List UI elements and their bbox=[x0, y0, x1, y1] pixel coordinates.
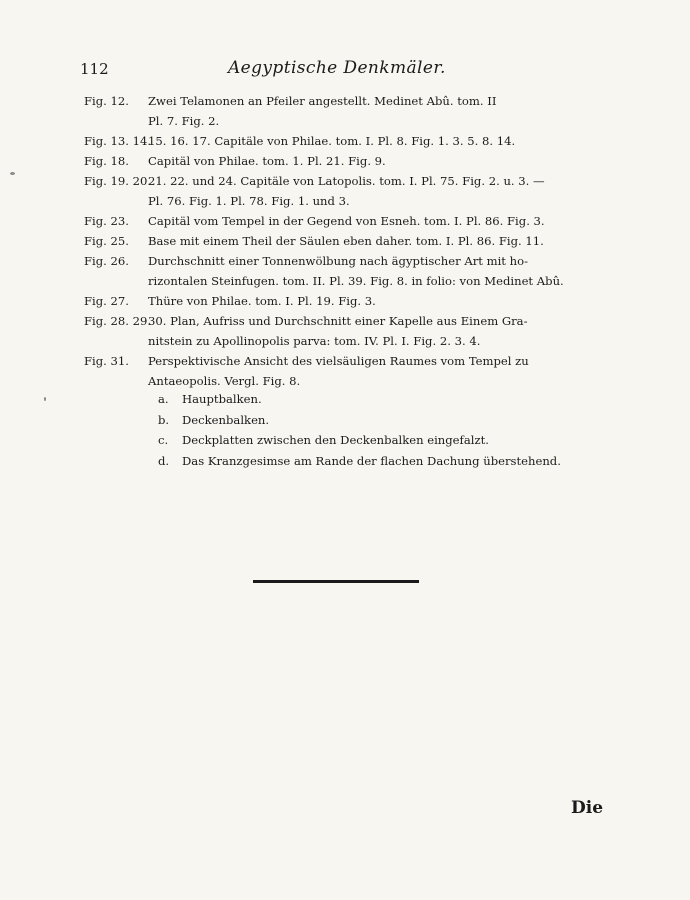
figure-label: Fig. 12. bbox=[84, 94, 129, 108]
figure-description: 15. 16. 17. Capitäle von Philae. tom. I. Pl. 8. Fig. 1. 3. 5. 8. 14. bbox=[148, 134, 516, 148]
figure-description: 21. 22. und 24. Capitäle von Latopolis. tom. I. Pl. 75. Fig. 2. u. 3. — Pl. 76. Fig. 1. Pl. 78. Fig. 1. und 3. bbox=[148, 174, 545, 208]
figure-entry bbox=[84, 351, 604, 391]
figure-description: Base mit einem Theil der Säulen eben daher. tom. I. Pl. 86. Fig. 11. bbox=[148, 234, 544, 248]
figure-entry bbox=[84, 251, 604, 291]
legend-key: b. bbox=[158, 412, 170, 427]
legend-item bbox=[158, 389, 618, 410]
legend-item bbox=[158, 451, 618, 472]
figure-label: Fig. 28. 29. bbox=[84, 314, 152, 328]
figure-entry bbox=[84, 91, 604, 131]
figure-description: 30. Plan, Aufriss und Durchschnitt einer Kapelle aus Einem Gra- nitstein zu Apollinopolis parva: tom. IV. Pl. I. Fig. 2. 3. 4. bbox=[148, 314, 528, 348]
figure-description: Durchschnitt einer Tonnenwölbung nach ägyptischer Art mit ho- rizontalen Steinfugen. tom. II. Pl. 39. Fig. 8. in folio: von Medinet Abû. bbox=[148, 254, 564, 288]
figure-label: Fig. 27. bbox=[84, 294, 129, 308]
figure-label: Fig. 13. 14. bbox=[84, 134, 152, 148]
figure-entry bbox=[84, 231, 604, 251]
figure-entry bbox=[84, 171, 604, 211]
legend-key: a. bbox=[158, 392, 169, 406]
figure-entry bbox=[84, 311, 604, 351]
section-divider bbox=[253, 580, 419, 583]
legend-text: Das Kranzgesimse am Rande der flachen Dachung überstehend. bbox=[182, 453, 561, 468]
figure-description: Zwei Telamonen an Pfeiler angestellt. Medinet Abû. tom. II Pl. 7. Fig. 2. bbox=[148, 94, 497, 128]
figure-label: Fig. 26. bbox=[84, 254, 129, 268]
legend-text: Hauptbalken. bbox=[182, 392, 262, 406]
figure-description: Thüre von Philae. tom. I. Pl. 19. Fig. 3. bbox=[148, 294, 376, 308]
figure-entries bbox=[84, 91, 604, 391]
figure-description: Perspektivische Ansicht des vielsäuligen Raumes vom Tempel zu Antaeopolis. Vergl. Fig. 8. bbox=[148, 354, 529, 388]
legend-text: Deckplatten zwischen den Deckenbalken eingefalzt. bbox=[182, 433, 489, 447]
margin-speck bbox=[44, 397, 46, 401]
figure-label: Fig. 31. bbox=[84, 354, 129, 368]
catchword: Die bbox=[571, 798, 604, 818]
legend-text: Deckenbalken. bbox=[182, 412, 270, 427]
figure-entry bbox=[84, 291, 604, 311]
page-header bbox=[0, 58, 690, 84]
figure-label: Fig. 18. bbox=[84, 154, 129, 168]
figure-entry bbox=[84, 151, 604, 171]
legend-key: d. bbox=[158, 453, 170, 468]
margin-speck bbox=[10, 172, 15, 175]
figure-description: Capitäl von Philae. tom. 1. Pl. 21. Fig. 9. bbox=[148, 154, 386, 168]
figure-description: Capitäl vom Tempel in der Gegend von Esneh. tom. I. Pl. 86. Fig. 3. bbox=[148, 214, 545, 228]
figure-label: Fig. 19. 20. bbox=[84, 174, 152, 188]
legend-item bbox=[158, 410, 618, 431]
figure-label: Fig. 25. bbox=[84, 234, 129, 248]
page-number: 112 bbox=[80, 60, 109, 78]
legend-key: c. bbox=[158, 433, 169, 447]
running-title: Aegyptische Denkmäler. bbox=[228, 58, 446, 78]
figure-entry bbox=[84, 131, 604, 151]
legend-item bbox=[158, 430, 618, 451]
figure-entry bbox=[84, 211, 604, 231]
figure-label: Fig. 23. bbox=[84, 214, 129, 228]
figure-31-legend bbox=[158, 389, 618, 471]
